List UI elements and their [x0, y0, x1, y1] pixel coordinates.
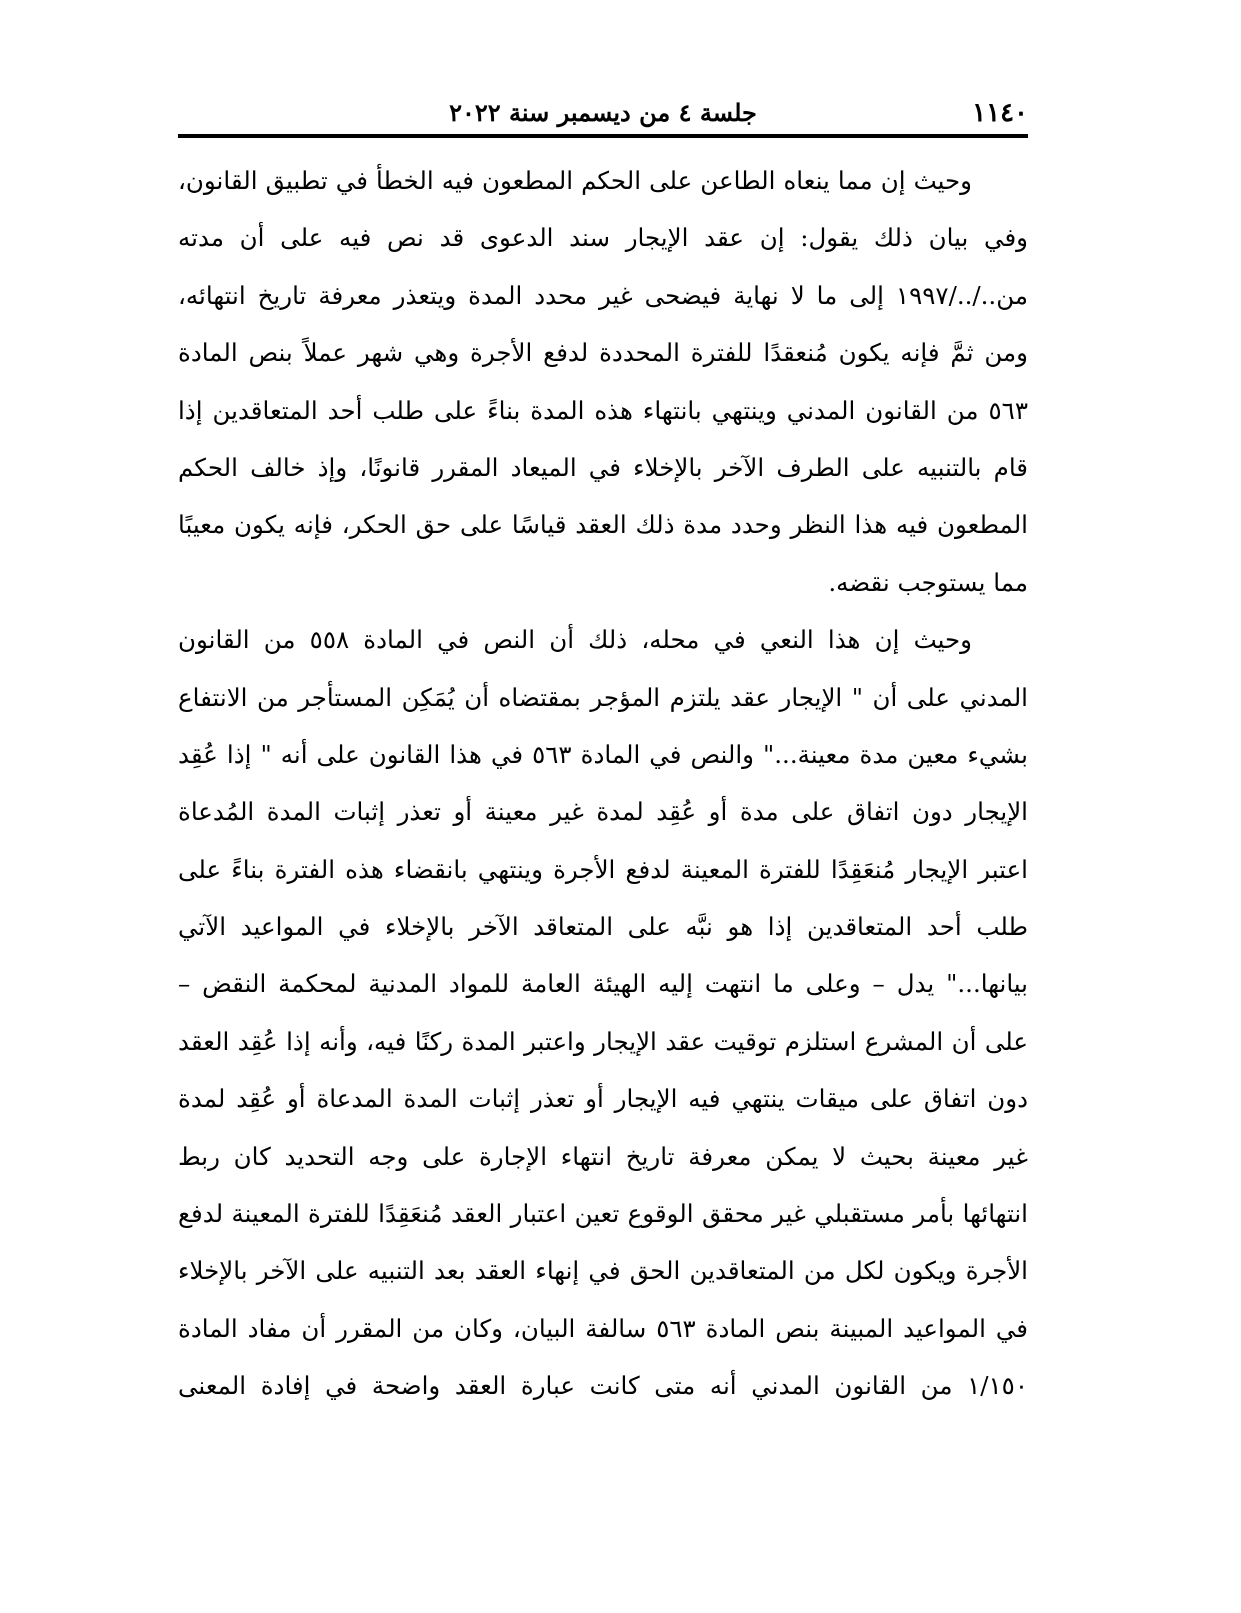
text-line: انتهائها بأمر مستقبلي غير محقق الوقوع تعين اعتبار العقد مُنعَقِدًا للفترة المعينة لدفع — [178, 1199, 1028, 1229]
paragraph-1 — [178, 152, 1028, 611]
document-page — [178, 92, 1028, 1592]
body-text — [178, 138, 1028, 1415]
text-line: بيانها..." يدل – وعلى ما انتهت إليه الهيئة العامة للمواد المدنية لمحكمة النقض – — [178, 969, 1028, 999]
text-line: غير معينة بحيث لا يمكن معرفة تاريخ انتهاء الإجارة على وجه التحديد كان ربط — [178, 1141, 1028, 1171]
paragraph-2 — [178, 611, 1028, 1414]
text-line: المدني على أن " الإيجار عقد يلتزم المؤجر بمقتضاه أن يُمَكِن المستأجر من الانتفاع — [178, 682, 1028, 712]
text-line: طلب أحد المتعاقدين إذا هو نبَّه على المتعاقد الآخر بالإخلاء في المواعيد الآتي — [178, 912, 1028, 942]
text-line: الإيجار دون اتفاق على مدة أو عُقِد لمدة غير معينة أو تعذر إثبات المدة المُدعاة — [178, 797, 1028, 827]
text-line: ١/١٥٠ من القانون المدني أنه متى كانت عبارة العقد واضحة في إفادة المعنى — [178, 1371, 1028, 1401]
text-line: وفي بيان ذلك يقول: إن عقد الإيجار سند الدعوى قد نص فيه على أن مدته — [178, 223, 1028, 253]
session-title: جلسة ٤ من ديسمبر سنة ٢٠٢٢ — [449, 98, 757, 127]
text-line: قام بالتنبيه على الطرف الآخر بالإخلاء في الميعاد المقرر قانونًا، وإذ خالف الحكم — [178, 452, 1028, 482]
text-line: وحيث إن مما ينعاه الطاعن على الحكم المطعون فيه الخطأ في تطبيق القانون، — [178, 166, 972, 195]
text-line: المطعون فيه هذا النظر وحدد مدة ذلك العقد قياسًا على حق الحكر، فإنه يكون معيبًا — [178, 510, 1028, 540]
text-line: على أن المشرع استلزم توقيت عقد الإيجار واعتبر المدة ركنًا فيه، وأنه إذا عُقِد العقد — [178, 1026, 1028, 1056]
text-line: الأجرة ويكون لكل من المتعاقدين الحق في إنهاء العقد بعد التنبيه على الآخر بالإخلاء — [178, 1256, 1028, 1286]
text-line: مما يستوجب نقضه. — [828, 567, 1028, 597]
text-line: ٥٦٣ من القانون المدني وينتهي بانتهاء هذه المدة بناءً على طلب أحد المتعاقدين إذا — [178, 395, 1028, 425]
page-header — [178, 92, 1028, 138]
text-line: ومن ثمَّ فإنه يكون مُنعقدًا للفترة المحددة لدفع الأجرة وهي شهر عملاً بنص المادة — [178, 338, 1028, 368]
page-number: ١١٤٠ — [972, 98, 1028, 128]
text-line: دون اتفاق على ميقات ينتهي فيه الإيجار أو تعذر إثبات المدة المدعاة أو عُقِد لمدة — [178, 1084, 1028, 1114]
text-line: في المواعيد المبينة بنص المادة ٥٦٣ سالفة البيان، وكان من المقرر أن مفاد المادة — [178, 1313, 1028, 1343]
text-line: وحيث إن هذا النعي في محله، ذلك أن النص في المادة ٥٥٨ من القانون — [178, 625, 972, 655]
text-line: بشيء معين مدة معينة..." والنص في المادة ٥٦٣ في هذا القانون على أنه " إذا عُقِد — [178, 739, 1028, 769]
text-line: اعتبر الإيجار مُنعَقِدًا للفترة المعينة لدفع الأجرة وينتهي بانقضاء هذه الفترة بناءً على — [178, 854, 1028, 884]
text-line: من../../١٩٩٧ إلى ما لا نهاية فيضحى غير محدد المدة ويتعذر معرفة تاريخ انتهائه، — [178, 280, 1028, 310]
